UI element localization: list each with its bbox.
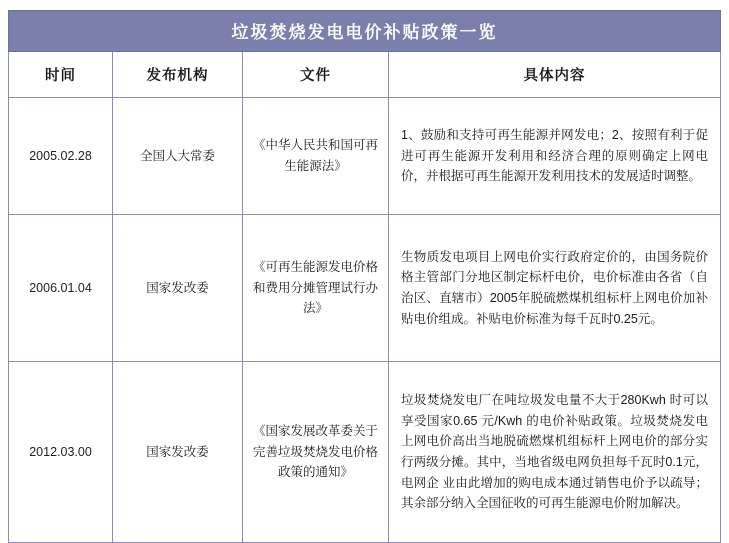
cell-doc: 《国家发展改革委关于完善垃圾焚烧发电价格政策的通知》 [243, 362, 389, 543]
cell-doc: 《中华人民共和国可再生能源法》 [243, 98, 389, 215]
table-row [9, 362, 721, 543]
table-header-row [9, 52, 721, 98]
column-header-time: 时间 [9, 52, 113, 98]
cell-time: 2005.02.28 [9, 98, 113, 215]
cell-content: 1、鼓励和支持可再生能源并网发电；2、按照有利于促进可再生能源开发利用和经济合理的原则确定上网电价，并根据可再生能源开发利用技术的发展适时调整。 [389, 98, 721, 215]
cell-org: 全国人大常委 [113, 98, 243, 215]
table-title-row [9, 11, 721, 52]
column-header-org: 发布机构 [113, 52, 243, 98]
column-header-doc: 文件 [243, 52, 389, 98]
cell-org: 国家发改委 [113, 362, 243, 543]
table-row [9, 98, 721, 215]
column-header-content: 具体内容 [389, 52, 721, 98]
table-row [9, 215, 721, 362]
table-title: 垃圾焚烧发电电价补贴政策一览 [9, 11, 721, 52]
cell-content: 垃圾焚烧发电厂在吨垃圾发电量不大于280Kwh 时可以享受国家0.65 元/Kwh 的电价补贴政策。垃圾焚烧发电上网电价高出当地脱硫燃煤机组标杆上网电价的部分实行两级分摊。其中，当地省级电网负担每千瓦时0.1元，电网企 业由此增加的购电成本通过销售电价予以疏导；其余部分纳入全国征收的可再生能源电价附加解决。 [389, 362, 721, 543]
cell-time: 2006.01.04 [9, 215, 113, 362]
cell-content: 生物质发电项目上网电价实行政府定价的，由国务院价格主管部门分地区制定标杆电价，电价标准由各省（自治区、直辖市）2005年脱硫燃煤机组标杆上网电价加补贴电价组成。补贴电价标准为每千瓦时0.25元。 [389, 215, 721, 362]
cell-doc: 《可再生能源发电价格和费用分摊管理试行办法》 [243, 215, 389, 362]
cell-time: 2012.03.00 [9, 362, 113, 543]
cell-org: 国家发改委 [113, 215, 243, 362]
policy-table [8, 10, 721, 543]
